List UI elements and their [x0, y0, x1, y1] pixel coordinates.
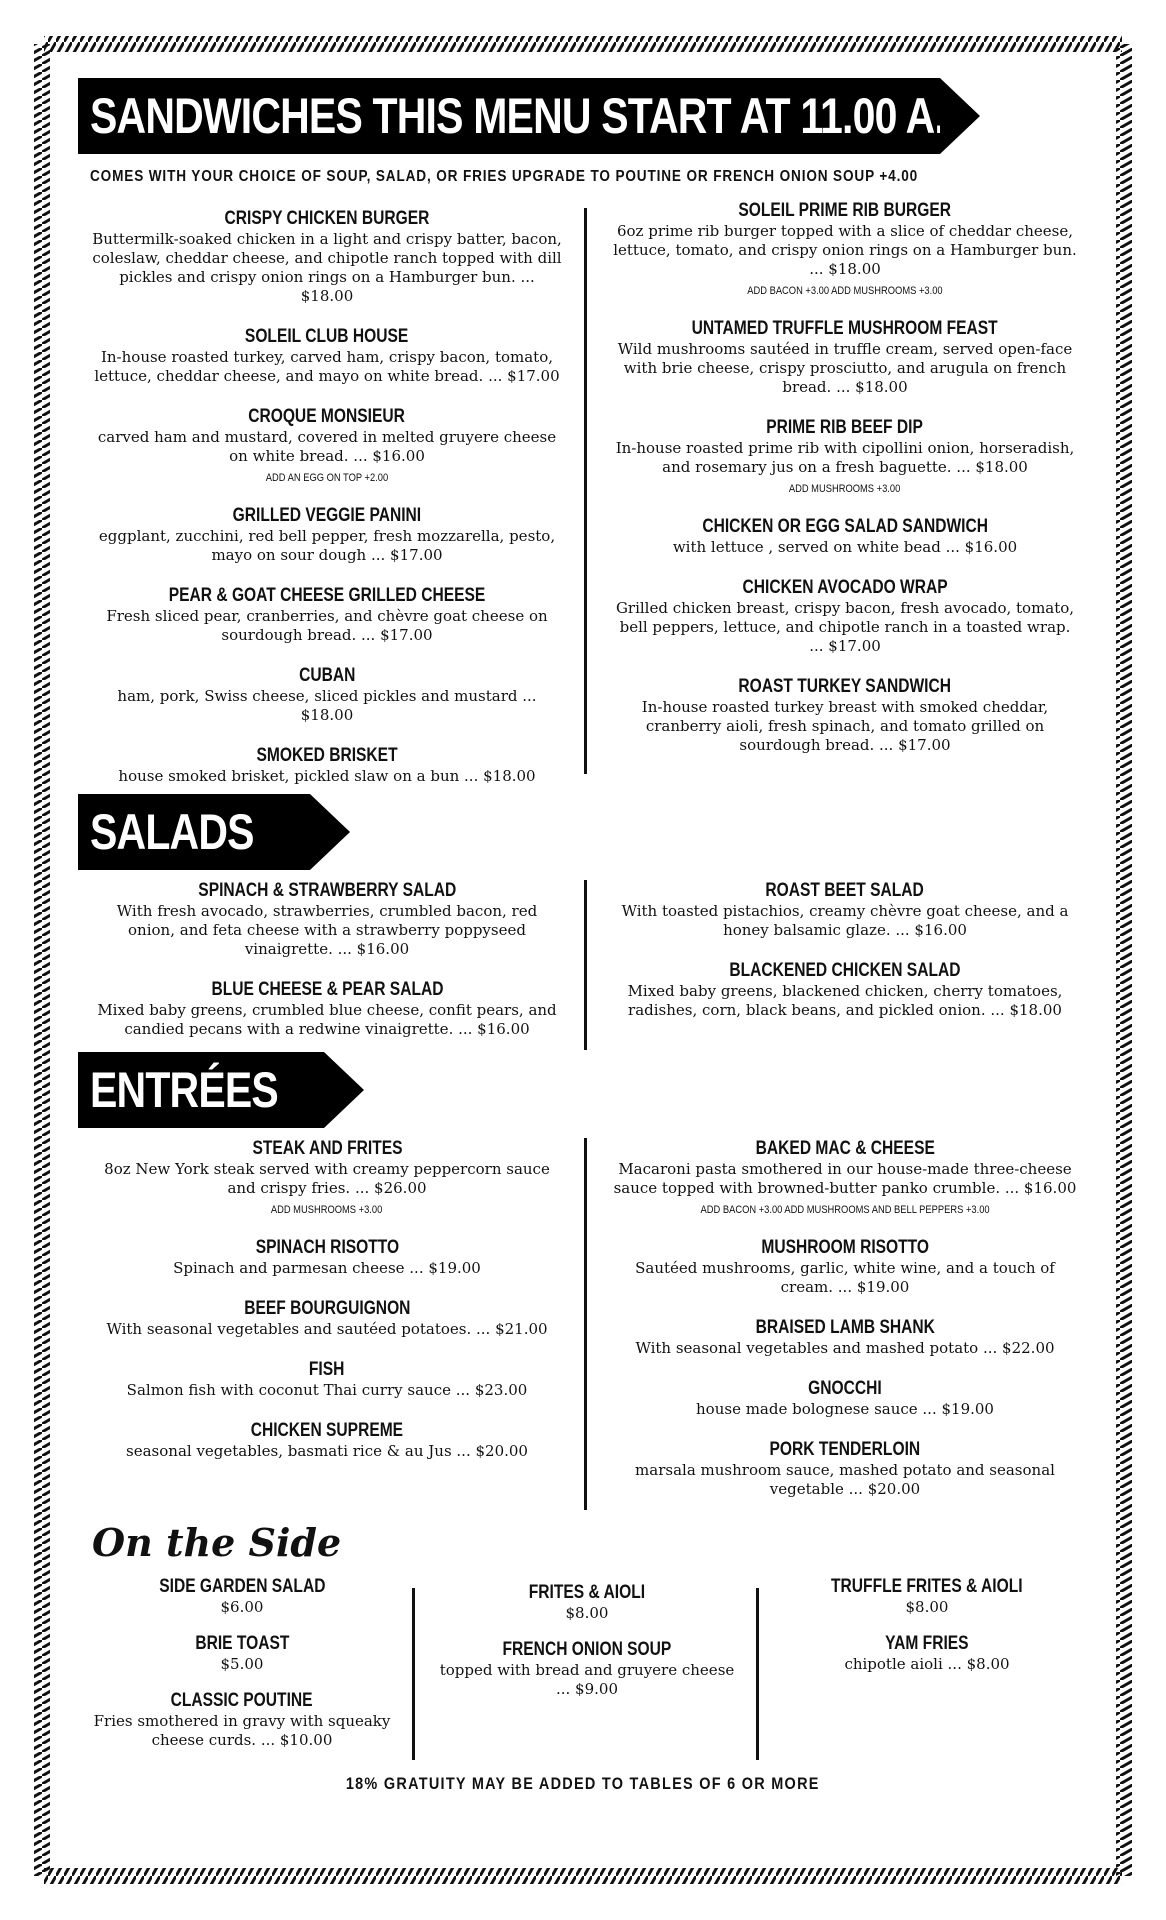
menu-item-description: 8oz New York steak served with creamy peppercorn sauce and crispy fries. ... $26.00: [104, 1160, 550, 1197]
menu-item-description: In-house roasted prime rib with cipollini onion, horseradish, and rosemary jus on a fresh baguette. ... $18.00: [615, 439, 1075, 476]
menu-item: [92, 1576, 392, 1617]
menu-item-name: BEEF BOURGUIGNON: [243, 1298, 411, 1319]
gratuity-note: [0, 1774, 1166, 1794]
menu-item-description: Buttermilk-soaked chicken in a light and crispy batter, bacon, coleslaw, cheddar cheese, and chipotle ranch topped with dill pickles and crispy onion rings on a Hamburger bun. ... $18.00: [92, 230, 562, 305]
menu-item-name: FRITES & AIOLI: [528, 1582, 646, 1603]
menu-item-description: Wild mushrooms sautéed in truffle cream, served open-face with brie cheese, crispy prosciutto, and arugula on french bread. ... $18.00: [617, 340, 1073, 396]
menu-item: [612, 417, 1078, 496]
menu-item: [432, 1639, 742, 1699]
sandwiches-divider: [584, 208, 587, 774]
menu-item-addon: ADD BACON +3.00 ADD MUSHROOMS AND BELL PEPPERS +3.00: [700, 1204, 990, 1216]
sandwiches-heading-text: SANDWICHES THIS MENU START AT 11.00 A.M: [90, 88, 979, 144]
menu-item: [92, 1690, 392, 1750]
menu-item-description: In-house roasted turkey breast with smoked cheddar, cranberry aioli, fresh spinach, and tomato grilled on sourdough bread. ... $17.00: [641, 698, 1049, 754]
menu-item-description: 6oz prime rib burger topped with a slice of cheddar cheese, lettuce, tomato, and crispy onion rings on a Hamburger bun. ... $18.00: [613, 222, 1077, 278]
menu-item-description: With fresh avocado, strawberries, crumbled bacon, red onion, and feta cheese with a strawberry poppyseed vinaigrette. ... $16.00: [116, 902, 538, 958]
salads-right-column: [612, 880, 1078, 1040]
menu-item-addon: ADD BACON +3.00 ADD MUSHROOMS +3.00: [747, 285, 943, 297]
menu-item: [612, 200, 1078, 298]
sides-divider-1: [412, 1588, 415, 1760]
sandwiches-heading: [78, 78, 979, 154]
menu-item: [92, 1633, 392, 1674]
menu-item-description: with lettuce , served on white bead ... $16.00: [672, 538, 1018, 556]
menu-item-description: chipotle aioli ... $8.00: [844, 1655, 1010, 1673]
salads-heading-text: SALADS: [90, 804, 254, 860]
menu-item-description: $5.00: [220, 1655, 264, 1673]
menu-item-description: ham, pork, Swiss cheese, sliced pickles and mustard ... $18.00: [117, 687, 537, 724]
menu-item-name: SPINACH RISOTTO: [255, 1237, 399, 1258]
menu-item-addon: ADD MUSHROOMS +3.00: [789, 483, 901, 495]
salads-divider: [584, 880, 587, 1050]
menu-item: [612, 676, 1078, 755]
entrees-heading: [78, 1052, 324, 1128]
menu-item: [432, 1582, 742, 1623]
sides-column-2: [432, 1582, 742, 1715]
menu-item: [776, 1633, 1078, 1674]
menu-item-description: marsala mushroom sauce, mashed potato and seasonal vegetable ... $20.00: [635, 1461, 1055, 1498]
menu-item-name: BRIE TOAST: [194, 1633, 290, 1654]
menu-item-description: house smoked brisket, pickled slaw on a bun ... $18.00: [118, 767, 536, 785]
menu-item: [92, 979, 562, 1039]
menu-item-name: CUBAN: [298, 665, 356, 686]
menu-item: [92, 1237, 562, 1278]
gratuity-note-text: 18% GRATUITY MAY BE ADDED TO TABLES OF 6 OR MORE: [346, 1774, 820, 1793]
menu-item: [612, 1317, 1078, 1358]
salads-heading: [78, 794, 310, 870]
sides-column-1: [92, 1576, 392, 1766]
entrees-divider: [584, 1138, 587, 1510]
menu-item-name: BLUE CHEESE & PEAR SALAD: [210, 979, 443, 1000]
menu-item-name: ROAST TURKEY SANDWICH: [738, 676, 952, 697]
menu-item-description: house made bolognese sauce ... $19.00: [696, 1400, 994, 1418]
menu-item-description: Fries smothered in gravy with squeaky cheese curds. ... $10.00: [93, 1712, 391, 1749]
menu-item-name: BRAISED LAMB SHANK: [755, 1317, 935, 1338]
menu-item: [92, 208, 562, 306]
menu-item-description: topped with bread and gruyere cheese ... $9.00: [439, 1661, 735, 1698]
menu-item-name: FISH: [309, 1359, 345, 1380]
menu-item-name: BLACKENED CHICKEN SALAD: [729, 960, 961, 981]
menu-item-name: SOLEIL PRIME RIB BURGER: [738, 200, 952, 221]
sandwiches-left-column: [92, 208, 562, 806]
menu-item-name: SIDE GARDEN SALAD: [158, 1576, 326, 1597]
menu-item: [612, 1237, 1078, 1297]
menu-item-description: Salmon fish with coconut Thai curry sauce ... $23.00: [126, 1381, 528, 1399]
menu-item-name: FRENCH ONION SOUP: [502, 1639, 672, 1660]
sandwiches-right-column: [612, 200, 1078, 775]
menu-item-name: PORK TENDERLOIN: [769, 1439, 921, 1460]
menu-item-name: ROAST BEET SALAD: [765, 880, 925, 901]
menu-item-name: CHICKEN SUPREME: [250, 1420, 404, 1441]
menu-item-description: Sautéed mushrooms, garlic, white wine, and a touch of cream. ... $19.00: [635, 1259, 1055, 1296]
menu-item-description: seasonal vegetables, basmati rice & au Jus ... $20.00: [126, 1442, 528, 1460]
menu-item: [92, 1359, 562, 1400]
menu-item: [612, 516, 1078, 557]
menu-item-name: CRISPY CHICKEN BURGER: [224, 208, 430, 229]
menu-item-description: With seasonal vegetables and sautéed potatoes. ... $21.00: [106, 1320, 548, 1338]
entrees-right-column: [612, 1138, 1078, 1519]
menu-item-description: $8.00: [905, 1598, 949, 1616]
menu-item-name: CHICKEN OR EGG SALAD SANDWICH: [702, 516, 988, 537]
menu-item: [92, 326, 562, 386]
menu-item-name: CLASSIC POUTINE: [171, 1690, 313, 1711]
menu-item-name: SPINACH & STRAWBERRY SALAD: [198, 880, 456, 901]
menu-item: [612, 960, 1078, 1020]
menu-item-description: Fresh sliced pear, cranberries, and chèvre goat cheese on sourdough bread. ... $17.00: [106, 607, 548, 644]
menu-item-name: SOLEIL CLUB HOUSE: [245, 326, 409, 347]
entrees-heading-text: ENTRÉES: [90, 1062, 278, 1118]
sandwiches-subline: COMES WITH YOUR CHOICE OF SOUP, SALAD, OR FRIES UPGRADE TO POUTINE OR FRENCH ONION SOUP +4.00: [90, 168, 919, 185]
sides-heading: On the Side: [92, 1520, 342, 1565]
menu-item-description: Grilled chicken breast, crispy bacon, fresh avocado, tomato, bell peppers, lettuce, and chipotle ranch in a toasted wrap. ... $17.00: [615, 599, 1075, 655]
menu-item: [92, 1138, 562, 1217]
menu-item-description: With seasonal vegetables and mashed potato ... $22.00: [635, 1339, 1055, 1357]
salads-left-column: [92, 880, 562, 1059]
menu-item-name: SMOKED BRISKET: [256, 745, 398, 766]
menu-item: [776, 1576, 1078, 1617]
menu-item-description: $8.00: [565, 1604, 609, 1622]
menu-item-name: CROQUE MONSIEUR: [248, 406, 406, 427]
menu-item: [612, 1439, 1078, 1499]
menu-item-name: STEAK AND FRITES: [251, 1138, 403, 1159]
menu-item-description: eggplant, zucchini, red bell pepper, fresh mozzarella, pesto, mayo on sour dough ... $17.00: [98, 527, 556, 564]
menu-item-name: UNTAMED TRUFFLE MUSHROOM FEAST: [691, 318, 999, 339]
menu-item: [92, 505, 562, 565]
menu-item: [612, 577, 1078, 656]
menu-item: [612, 1138, 1078, 1217]
menu-item-description: In-house roasted turkey, carved ham, crispy bacon, tomato, lettuce, cheddar cheese, and mayo on white bread. ... $17.00: [94, 348, 560, 385]
menu-item: [92, 665, 562, 725]
menu-item: [92, 1420, 562, 1461]
entrees-left-column: [92, 1138, 562, 1481]
menu-item-name: PEAR & GOAT CHEESE GRILLED CHEESE: [168, 585, 486, 606]
menu-item-name: TRUFFLE FRITES & AIOLI: [831, 1576, 1023, 1597]
menu-item-description: $6.00: [220, 1598, 264, 1616]
menu-item-addon: ADD AN EGG ON TOP +2.00: [265, 472, 389, 484]
menu-item-description: carved ham and mustard, covered in melted gruyere cheese on white bread. ... $16.00: [97, 428, 557, 465]
menu-item: [612, 318, 1078, 397]
menu-item-name: YAM FRIES: [885, 1633, 969, 1654]
menu-item: [92, 1298, 562, 1339]
menu-item-name: MUSHROOM RISOTTO: [761, 1237, 929, 1258]
menu-item-name: GRILLED VEGGIE PANINI: [232, 505, 422, 526]
menu-item-name: PRIME RIB BEEF DIP: [766, 417, 924, 438]
menu-item-description: Mixed baby greens, crumbled blue cheese, confit pears, and candied pecans with a redwine vinaigrette. ... $16.00: [97, 1001, 557, 1038]
menu-item-addon: ADD MUSHROOMS +3.00: [271, 1204, 383, 1216]
sides-column-3: [776, 1576, 1078, 1690]
sides-divider-2: [756, 1588, 759, 1760]
menu-item-description: Spinach and parmesan cheese ... $19.00: [173, 1259, 481, 1277]
menu-item: [92, 745, 562, 786]
menu-item: [612, 1378, 1078, 1419]
menu-item: [92, 406, 562, 485]
menu-item-description: Macaroni pasta smothered in our house-made three-cheese sauce topped with browned-butter panko crumble. ... $16.00: [613, 1160, 1077, 1197]
menu-item-description: Mixed baby greens, blackened chicken, cherry tomatoes, radishes, corn, black beans, and pickled onion. ... $18.00: [627, 982, 1063, 1019]
menu-item-name: CHICKEN AVOCADO WRAP: [742, 577, 948, 598]
menu-item: [92, 880, 562, 959]
menu-item-name: GNOCCHI: [808, 1378, 882, 1399]
menu-item-name: BAKED MAC & CHEESE: [755, 1138, 935, 1159]
menu-item: [92, 585, 562, 645]
menu-item-description: With toasted pistachios, creamy chèvre goat cheese, and a honey balsamic glaze. ... $16.00: [621, 902, 1069, 939]
menu-item: [612, 880, 1078, 940]
